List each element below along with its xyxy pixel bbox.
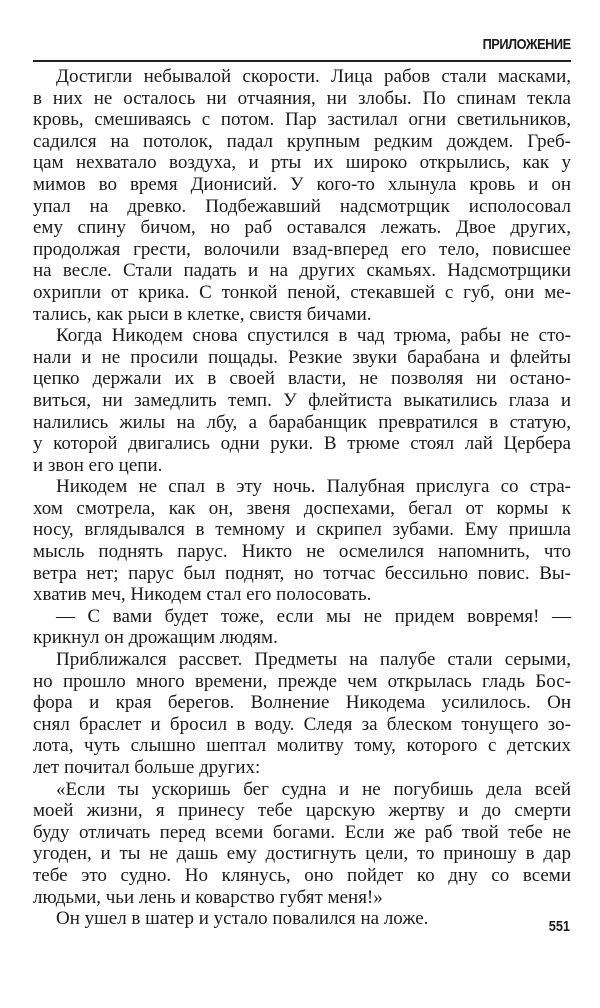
paragraph (33, 325, 571, 476)
text-line: Никодем не спал в эту ночь. Палубная прислуга со стра- (56, 476, 571, 498)
running-header: ПРИЛОЖЕНИЕ (482, 36, 571, 53)
text-line: упал на древко. Подбежавший надсмотрщик исполосовал (33, 195, 571, 217)
text-line: «Если ты ускоришь бег судна и не погубишь дела всей (56, 778, 571, 800)
text-line: продолжая грести, волочили взад-вперед его тело, повисшее (33, 238, 571, 260)
text-line: лота, чуть слышно шептал молитву тому, которого с детских (33, 735, 571, 757)
text-line: Приближался рассвет. Предметы на палубе стали серыми, (56, 649, 571, 671)
text-line: цепко держали их в своей власти, не позволяя ни остано- (33, 368, 571, 390)
text-line: буду отличать перед всеми богами. Если же раб твой тебе не (33, 821, 571, 843)
header-rule (33, 60, 571, 62)
paragraph (33, 476, 571, 606)
text-line: Он ушел в шатер и устало повалился на ложе. (56, 908, 429, 930)
text-line: и звон его цепи. (33, 454, 163, 476)
text-line: лет почитал больше других: (33, 757, 261, 778)
text-line: носу, вглядывался в темному и скрипел зубами. Ему пришла (33, 519, 571, 541)
text-line: снял браслет и бросил в воду. Следя за блеском тонущего зо- (33, 713, 571, 735)
text-line: виться, ни замедлить темп. У флейтиста выкатились глаза и (33, 389, 571, 411)
text-line: Когда Никодем снова спустился в чад трюма, рабы не сто- (56, 325, 571, 347)
paragraph (33, 908, 571, 930)
paragraph (33, 779, 571, 909)
body-text (33, 66, 571, 930)
text-line: моей жизни, я принесу тебе царскую жертву и до смерти (33, 800, 571, 822)
text-line: ему спину бичом, но раб оставался лежать. Двое других, (33, 217, 571, 239)
text-line: в них не осталось ни отчаяния, ни злобы. По спинам текла (33, 87, 571, 109)
text-line: хом смотрела, как он, звеня доспехами, бегал от кормы к (33, 497, 571, 519)
paragraph (33, 649, 571, 779)
text-line: — С вами будет тоже, если мы не придем вовремя! — (56, 605, 571, 627)
text-line: на весле. Стали падать и на других скамьях. Надсмотрщики (33, 260, 571, 282)
text-line: ветра нет; парус был поднят, но тотчас бессильно повис. Вы- (33, 562, 571, 584)
text-line: фора и края берегов. Волнение Никодема усилилось. Он (33, 692, 571, 714)
text-line: хватив меч, Никодем стал его полосовать. (33, 584, 372, 606)
text-line: цам нехватало воздуха, и рты их широко открылись, как у (33, 152, 571, 174)
text-line: Достигли небывалой скорости. Лица рабов стали масками, (56, 66, 571, 87)
text-line: людьми, чьи лень и коварство губят меня!» (33, 886, 383, 908)
text-line: тались, как рыси в клетке, свистя бичами. (33, 303, 372, 325)
text-line: крикнул он дрожащим людям. (33, 627, 278, 649)
paragraph (33, 66, 571, 325)
text-line: нали и не просили пощады. Резкие звуки барабана и флейты (33, 346, 571, 368)
page-number: 551 (548, 918, 570, 935)
paragraph (33, 606, 571, 649)
text-line: у которой двигались одни руки. В трюме стоял лай Цербера (33, 433, 571, 455)
text-line: налились жилы на лбу, а барабанщик превратился в статую, (33, 411, 571, 433)
text-line: угоден, и ты не дашь ему достигнуть цели, то приношу в дар (33, 843, 571, 865)
text-line: кровь, смешиваясь с потом. Пар застилал огни светильников, (33, 109, 571, 131)
text-line: мысль поднять парус. Никто не осмелился напомнить, что (33, 541, 571, 563)
text-line: садился на потолок, падал крупным редким дождем. Греб- (33, 130, 571, 152)
text-line: охрипли от крика. С тонкой пеной, стекавшей с губ, они ме- (33, 281, 571, 303)
text-line: но прошло много времени, прежде чем открылась гладь Бос- (33, 670, 571, 692)
text-line: мимов во время Дионисий. У кого-то хлынула кровь и он (33, 173, 571, 195)
text-line: тебе это судно. Но клянусь, оно пойдет ко дну со всеми (33, 864, 571, 886)
